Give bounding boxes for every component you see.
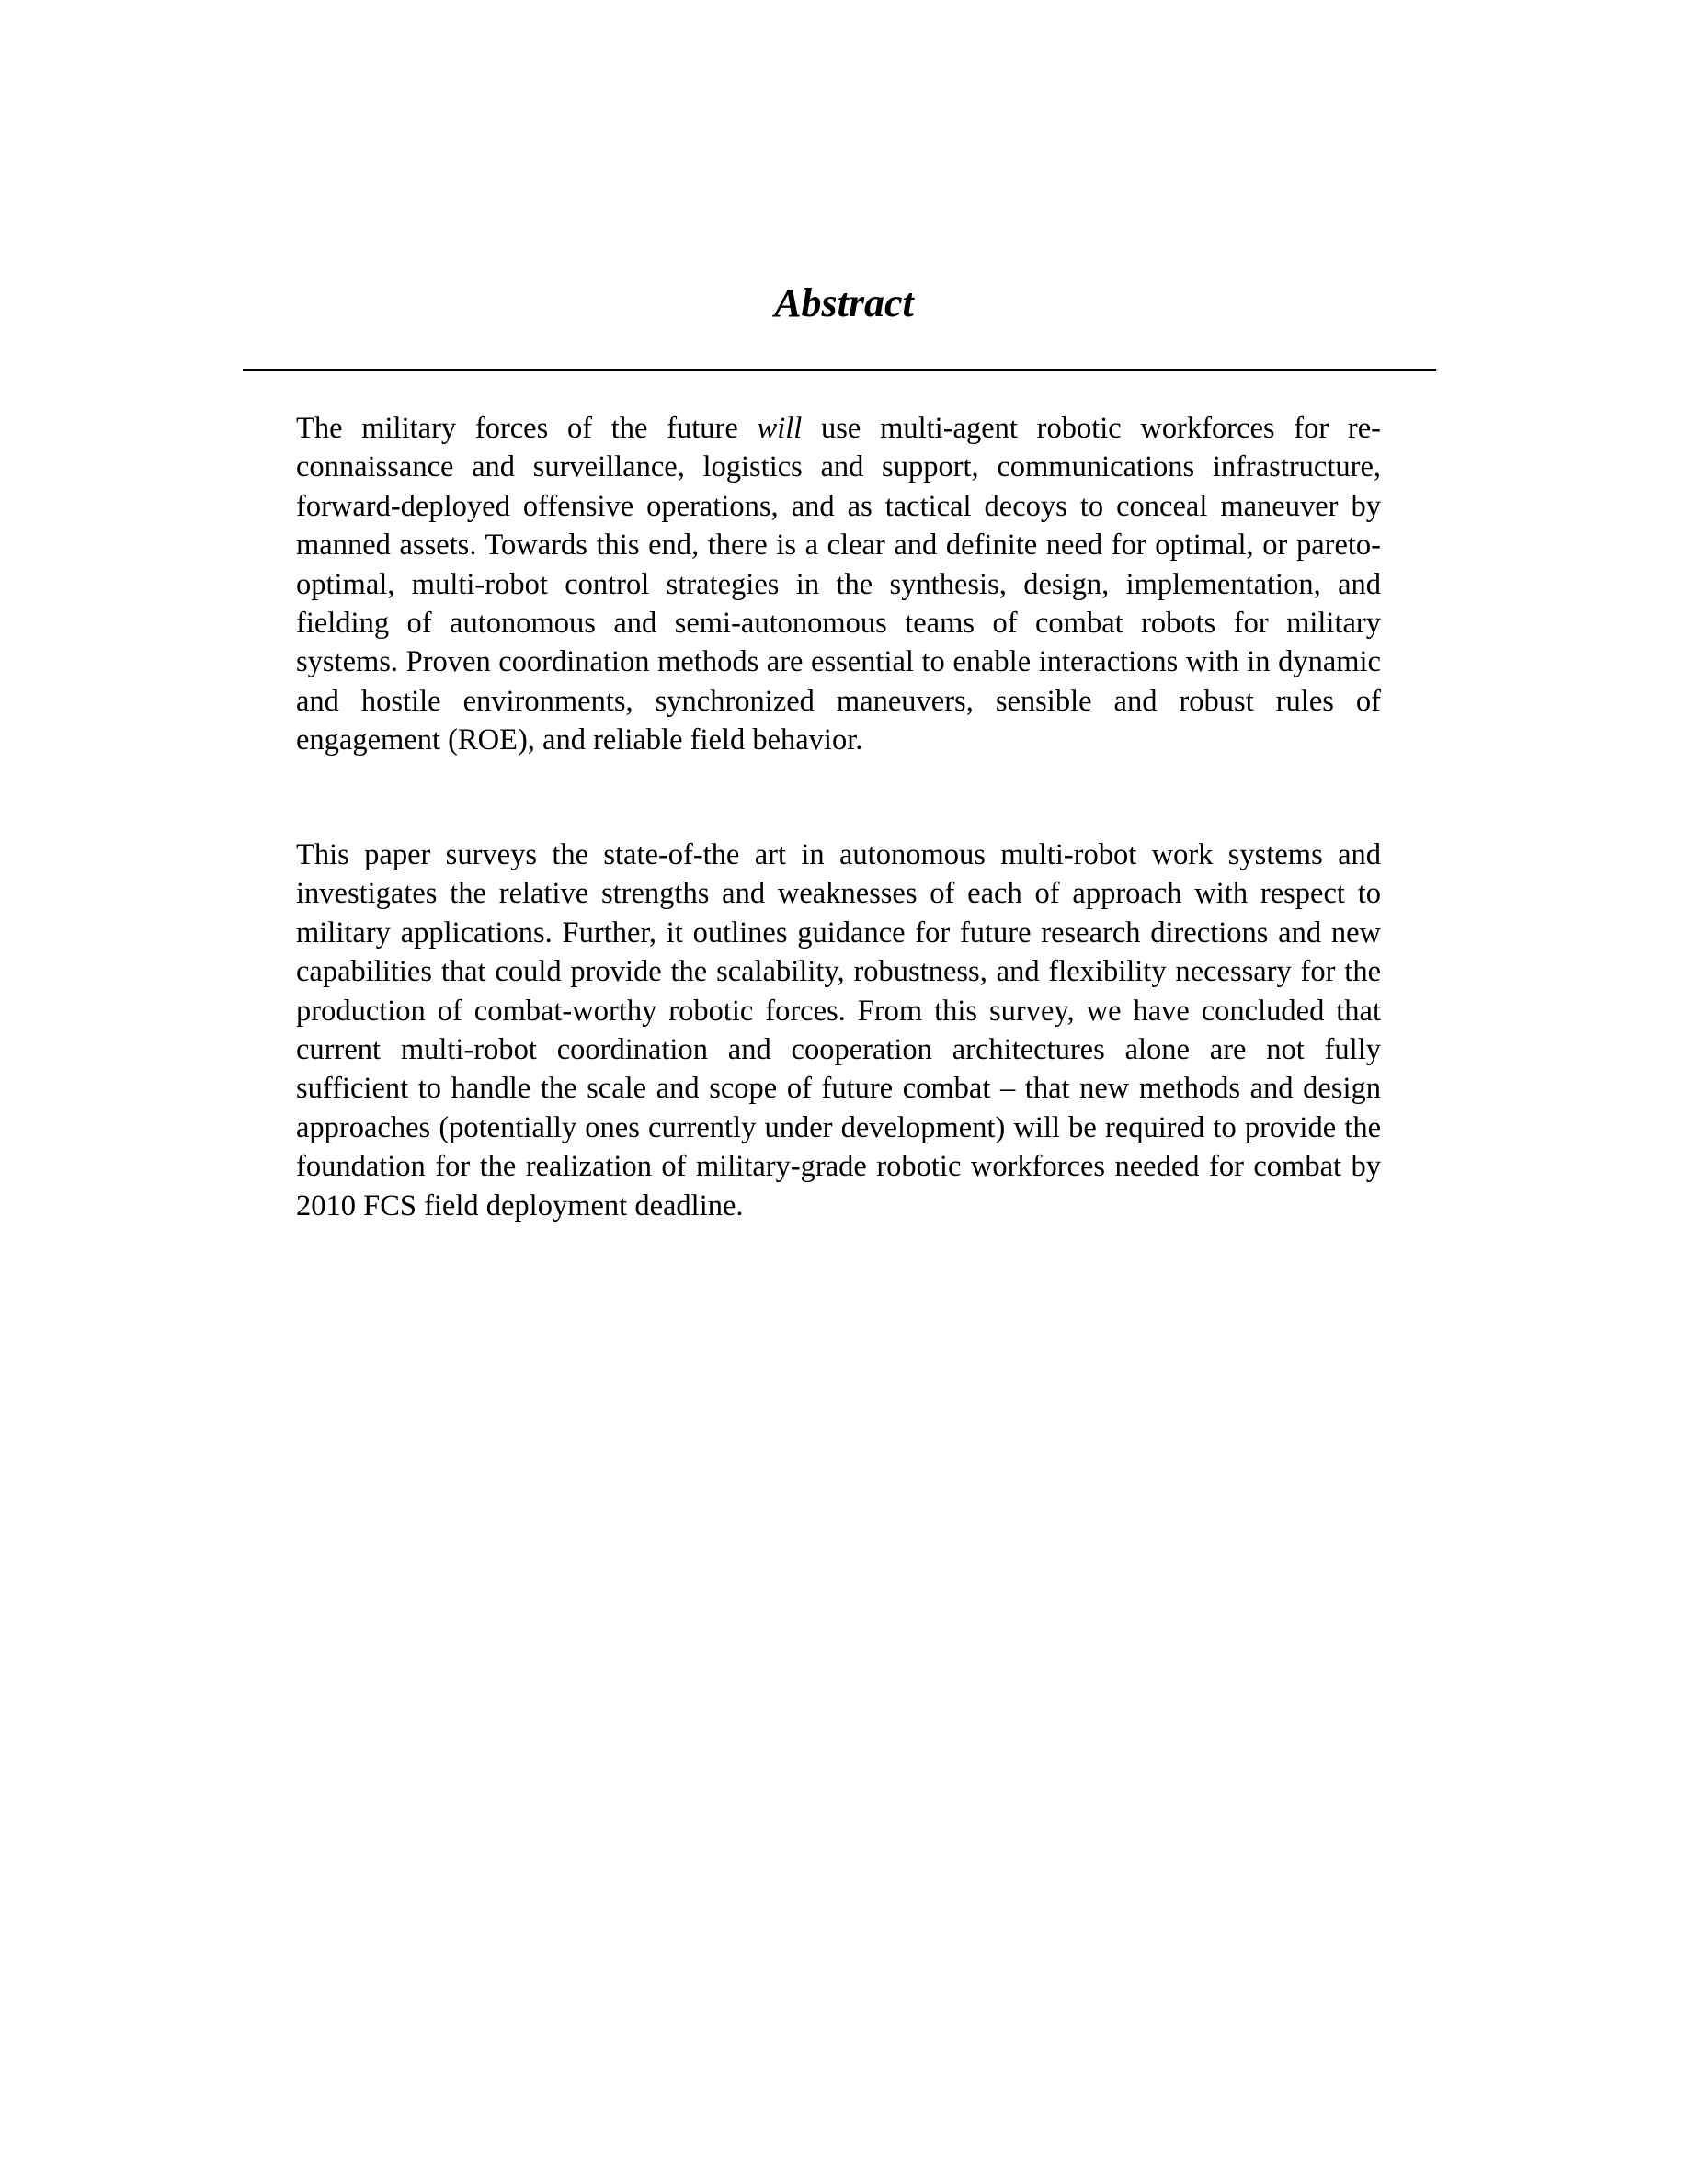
paragraph-1-text-start: The military forces of the future — [296, 412, 758, 445]
abstract-paragraph-1 — [296, 409, 1381, 760]
title-divider — [243, 369, 1436, 371]
paragraph-1-emphasis: will — [757, 412, 803, 445]
paragraph-1-text-rest: use multi-agent robotic workforces for reconnaissance and surveillance, logistics and support, communications infrastructure, forward-deployed offensive operations, and as tactical decoys to conceal maneuver by manned assets. Towards this end, there is a clear and definite need for optimal, or pareto-optimal, multi-robot control strategies in the synthesis, design, implementation, and fielding of autonomous and semi-autonomous teams of combat robots for military systems. Proven coordination methods are essential to enable interactions with in dynamic and hostile environments, synchronized maneuvers, sensible and robust rules of engagement (ROE), and reliable field behavior. — [296, 412, 1381, 757]
abstract-paragraph-2: This paper surveys the state-of-the art in autonomous multi-robot work systems and investigates the relative strengths and weaknesses of each of approach with respect to military applications. Further, it outlines guidance for future research directions and new capabilities that could provide the scalability, robustness, and flexibility necessary for the production of combat-worthy robotic forces. From this survey, we have concluded that current multi-robot coordination and cooperation architectures alone are not fully sufficient to handle the scale and scope of future combat – that new methods and design approaches (potentially ones currently under development) will be required to provide the foundation for the realization of military-grade robotic workforces needed for combat by 2010 FCS field deployment deadline. — [296, 838, 1381, 1223]
abstract-title: Abstract — [774, 280, 914, 325]
